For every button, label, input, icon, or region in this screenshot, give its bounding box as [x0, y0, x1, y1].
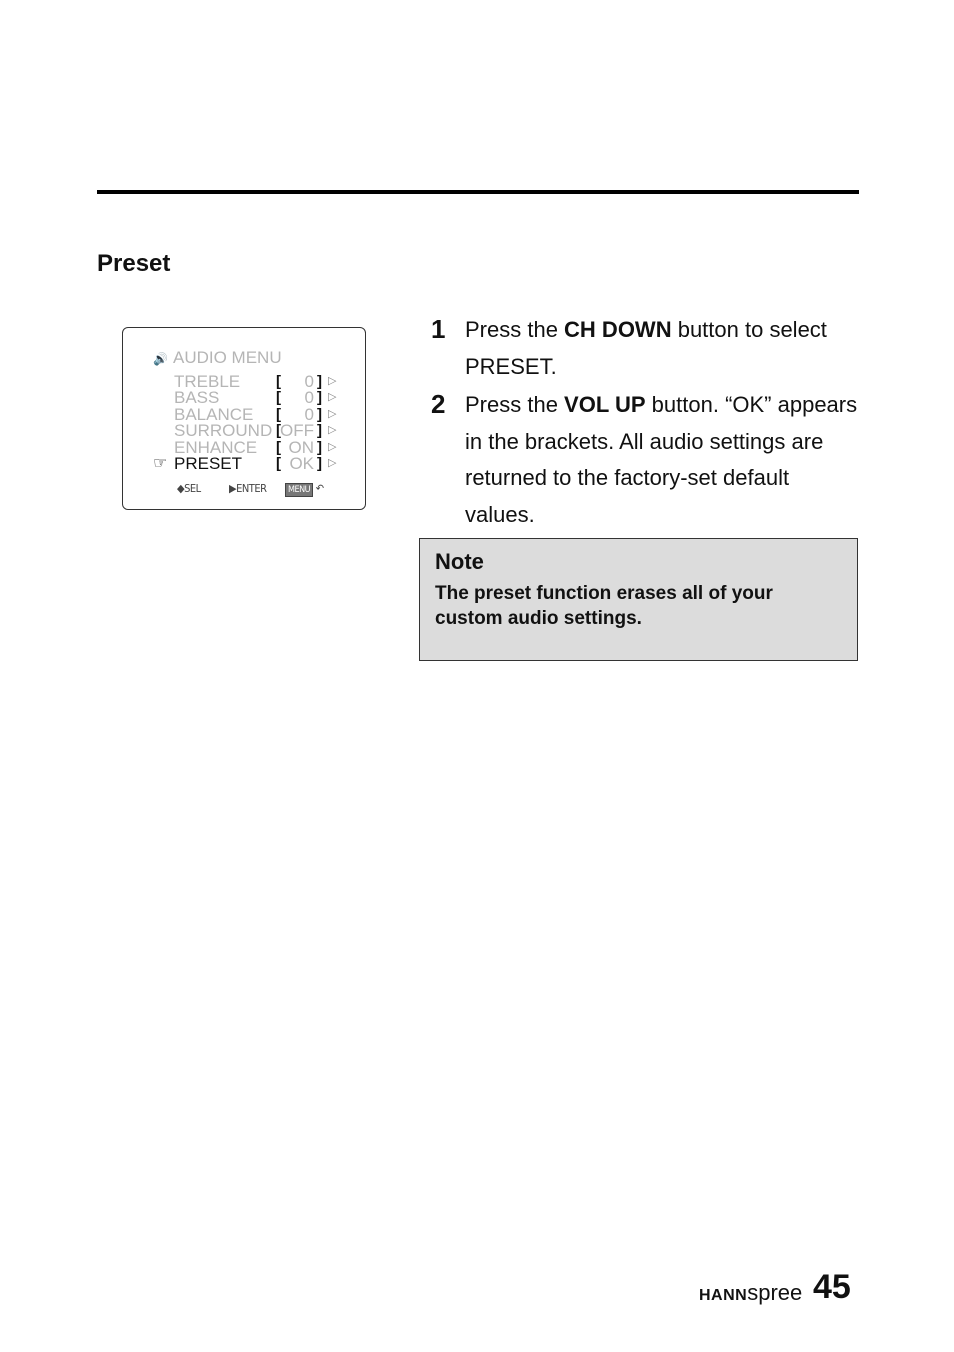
osd-row-balance: BALANCE: [174, 405, 254, 424]
step-text: Press the CH DOWN button to select PRESET.: [465, 317, 827, 379]
osd-audio-menu: [122, 327, 366, 510]
right-arrow-icon: ▷: [328, 424, 337, 436]
note-title: Note: [435, 549, 484, 574]
right-arrow-icon: ▷: [328, 375, 337, 387]
osd-value-balance: [ 0 ]: [276, 405, 322, 424]
osd-value-treble: [ 0 ]: [276, 372, 322, 391]
note-box: [419, 538, 858, 661]
osd-value-bass: [ 0 ]: [276, 388, 322, 407]
osd-hint-select: ◆SEL: [177, 482, 201, 495]
note-text: The preset function erases all of your custom audio settings.: [435, 583, 773, 629]
page-number: 45: [813, 1268, 851, 1306]
step-text: Press the VOL UP button. “OK” appears in the brackets. All audio settings are returned to the factory-set default values.: [465, 392, 858, 527]
osd-row-bass: BASS: [174, 388, 220, 407]
right-arrow-icon: ▷: [328, 391, 337, 403]
osd-value-enhance: [ ON ]: [276, 438, 322, 457]
speaker-icon: 🔊: [153, 352, 168, 366]
right-arrow-icon: ▷: [328, 441, 337, 453]
right-arrow-icon: ▷: [328, 457, 337, 469]
osd-title: 🔊 AUDIO MENU: [153, 348, 282, 367]
osd-value-preset: [ OK ]: [276, 454, 322, 473]
header-rule: [97, 190, 859, 194]
osd-hint-menu: MENU ↶: [285, 482, 324, 497]
pointing-hand-icon: ☞: [153, 455, 168, 472]
osd-row-treble: TREBLE: [174, 372, 241, 391]
right-arrow-icon: ▷: [328, 408, 337, 420]
return-arrow-icon: ↶: [315, 482, 324, 495]
step-number: 2: [431, 389, 446, 419]
osd-row-preset: PRESET: [174, 454, 243, 473]
play-icon: ▶: [229, 482, 237, 495]
brand-logo: HANNspree: [699, 1280, 803, 1305]
osd-hint-enter: ▶ENTER: [229, 482, 267, 495]
step-number: 1: [431, 314, 446, 344]
osd-row-enhance: ENHANCE: [174, 438, 258, 457]
osd-row-surround: SURROUND: [174, 421, 273, 440]
section-title: Preset: [97, 250, 171, 277]
osd-value-surround: [ OFF ]: [276, 421, 322, 440]
up-down-icon: ◆: [177, 482, 185, 495]
